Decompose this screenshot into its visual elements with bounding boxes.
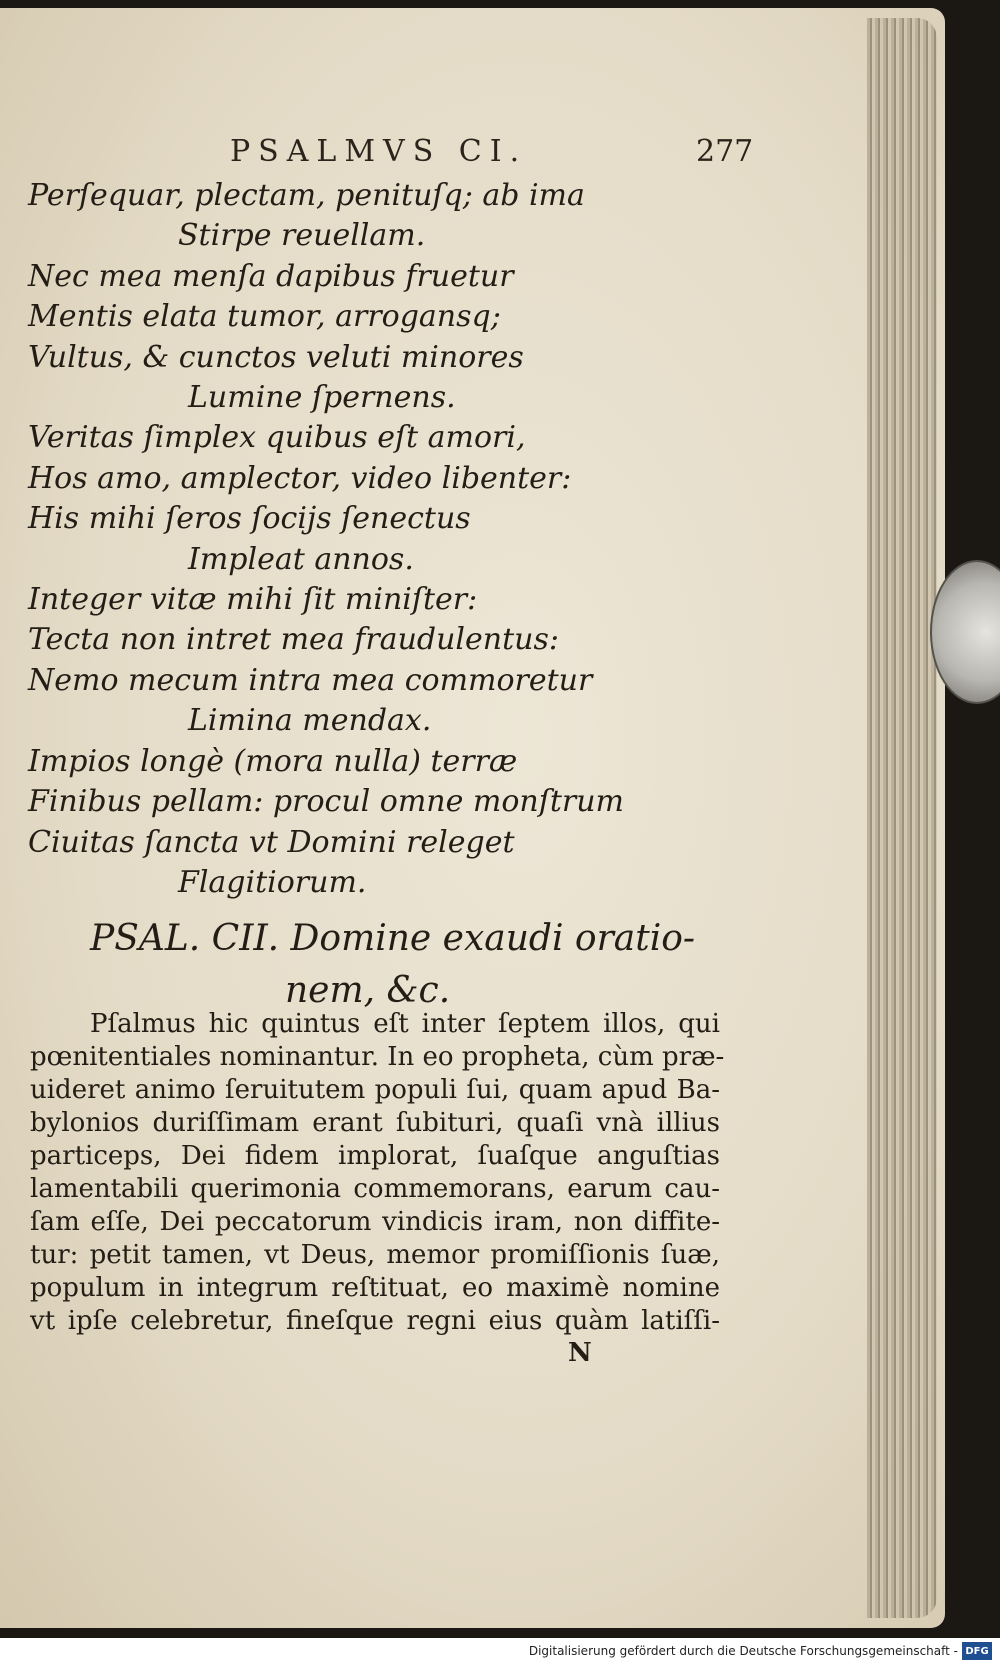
prose-line: lamentabili querimonia commemorans, earum cau- <box>30 1174 720 1204</box>
prose-line: tur: petit tamen, vt Deus, memor promiſſionis ſuæ, <box>30 1240 720 1270</box>
page-number: 277 <box>696 134 754 169</box>
verse-line: Impios longè (mora nulla) terræ <box>28 743 518 779</box>
prose-line: populum in integrum reſtituat, eo maximè nomine <box>30 1273 720 1303</box>
prose-line: particeps, Dei fidem implorat, ſuaſque anguſtias <box>30 1141 720 1171</box>
verse-line: Hos amo, amplector, video libenter: <box>28 460 572 496</box>
verse-line: Ciuitas ſancta vt Domini releget <box>28 824 515 860</box>
prose-line: Pſalmus hic quintus eſt inter ſeptem illos, qui <box>90 1009 720 1039</box>
footer-bar <box>0 1638 1000 1666</box>
verse-line: Finibus pellam: procul omne monſtrum <box>28 784 624 820</box>
verse-line: Lumine ſpernens. <box>188 380 456 416</box>
verse-line: Mentis elata tumor, arrogansq; <box>28 299 501 335</box>
prose-line: ſam eſſe, Dei peccatorum vindicis iram, non diffite- <box>30 1207 720 1237</box>
verse-line: Stirpe reuellam. <box>178 218 426 254</box>
signature-mark: N <box>568 1338 592 1368</box>
book-page <box>0 8 945 1628</box>
verse-line: Tecta non intret mea fraudulentus: <box>28 622 559 658</box>
verse-line: His mihi ſeros ſocijs ſenectus <box>28 501 471 537</box>
verse-line: Veritas ſimplex quibus eſt amori, <box>28 420 526 456</box>
page-edges <box>867 18 937 1618</box>
verse-line: Perſequar, plectam, penituſq; ab ima <box>28 178 585 213</box>
verse-line: Flagitiorum. <box>178 864 367 900</box>
footer-credit: Digitalisierung gefördert durch die Deutsche Forschungsgemeinschaft - <box>528 1644 958 1658</box>
prose-line: pœnitentiales nominantur. In eo propheta, cùm præ- <box>30 1042 725 1072</box>
dfg-logo-icon: DFG <box>962 1642 992 1660</box>
verse-line: Integer vitæ mihi ſit miniſter: <box>28 582 478 618</box>
psalm-heading <box>90 913 750 1017</box>
verse-line: Nemo mecum intra mea commoretur <box>28 662 593 698</box>
verse-block <box>28 176 748 903</box>
verse-line: Vultus, & cunctos veluti minores <box>28 339 524 375</box>
prose-line: vt ipſe celebretur, fineſque regni eius quàm latiſſi- <box>30 1306 720 1336</box>
running-head-title: PSALMVS CI. <box>230 134 528 169</box>
verse-line: Impleat annos. <box>188 541 414 577</box>
verse-line: Limina mendax. <box>188 703 432 739</box>
prose-line: bylonios duriſſimam erant ſubituri, quaſi vnà illius <box>30 1108 720 1138</box>
psalm-heading-line: nem, &c. <box>285 970 451 1011</box>
psalm-heading-line: PSAL. CII. Domine exaudi oratio- <box>90 918 696 959</box>
verse-line: Nec mea menſa dapibus fruetur <box>28 258 514 294</box>
commentary-paragraph <box>30 1008 725 1338</box>
prose-line: uideret animo ſeruitutem populi ſui, quam apud Ba- <box>30 1075 720 1105</box>
